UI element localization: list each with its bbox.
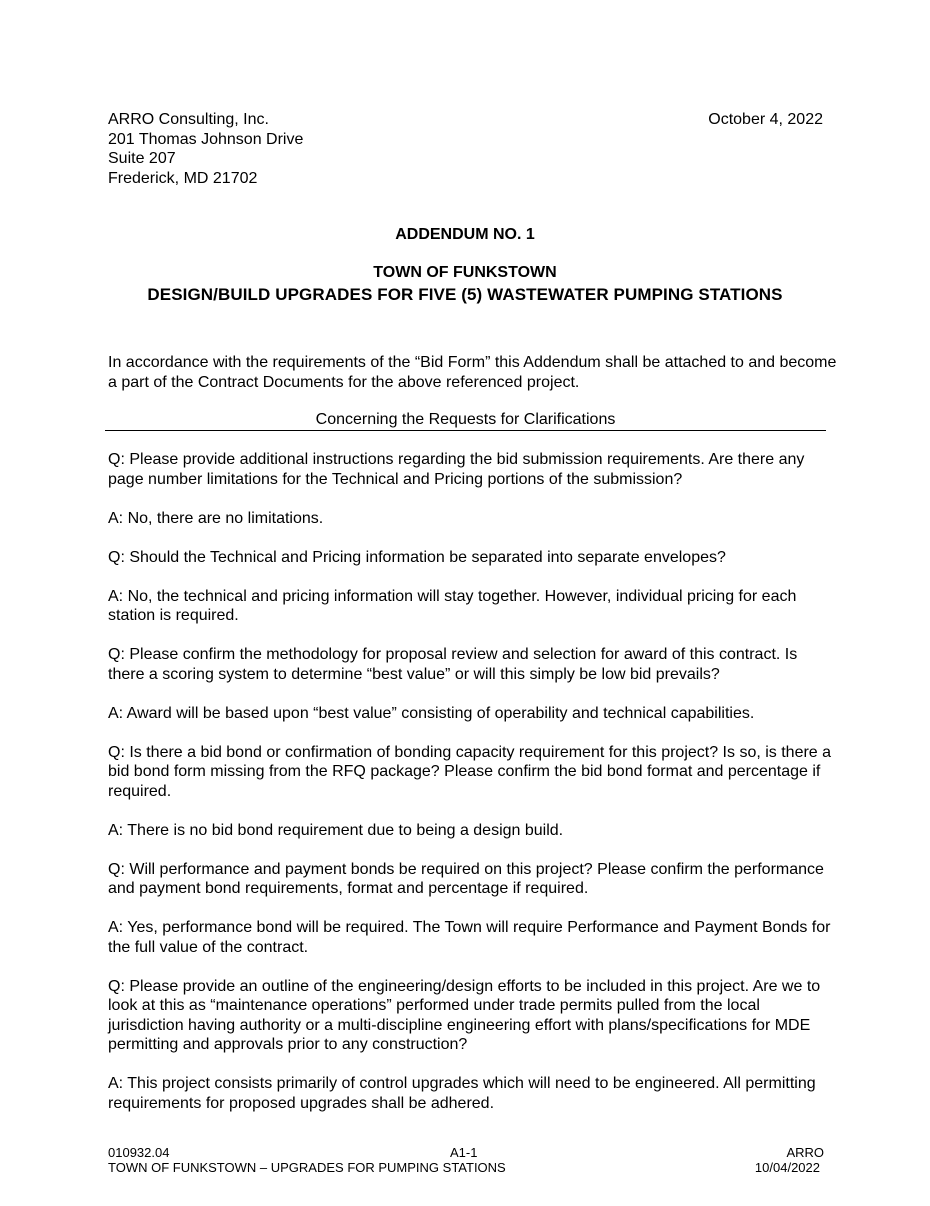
project-title: DESIGN/BUILD UPGRADES FOR FIVE (5) WASTEWATER PUMPING STATIONS	[147, 285, 783, 304]
qa-question: Q: Will performance and payment bonds be required on this project? Please confirm the performance and payment bond requirements, format and percentage if required.	[108, 860, 824, 897]
qa-question: Q: Is there a bid bond or confirmation of bonding capacity requirement for this project? Is so, is there a bid bond form missing from the RFQ package? Please confirm the bid bond format and percentage if required.	[108, 743, 832, 800]
qa-answer: A: Yes, performance bond will be required. The Town will require Performance and Payment Bonds for the full value of the contract.	[108, 919, 831, 956]
sender-city-line: Frederick, MD 21702	[108, 169, 258, 187]
qa-question: Q: Please provide additional instructions regarding the bid submission requirements. Are there any page number limitations for the Technical and Pricing portions of the submission?	[108, 451, 805, 488]
footer-project-number: 010932.04	[108, 1145, 170, 1160]
footer-date: 10/04/2022	[754, 1160, 820, 1175]
section-heading: Concerning the Requests for Clarifications	[105, 411, 826, 431]
sender-address-line-1: 201 Thomas Johnson Drive	[108, 130, 304, 148]
qa-list	[108, 450, 838, 1133]
qa-question: Q: Should the Technical and Pricing information be separated into separate envelopes?	[108, 548, 726, 566]
qa-question: Q: Please provide an outline of the engineering/design efforts to be included in this project. Are we to look at this as “maintenance operations” performed under trade permits pulled from the local jurisdiction having authority or a multi-discipline engineering effort with plans/specifications for MDE permitting and approvals prior to any construction?	[108, 977, 821, 1053]
qa-answer: A: This project consists primarily of control upgrades which will need to be engineered. All permitting requirements for proposed upgrades shall be adhered.	[108, 1075, 816, 1112]
qa-answer: A: There is no bid bond requirement due to being a design build.	[108, 821, 564, 839]
qa-answer: A: No, there are no limitations.	[108, 509, 324, 527]
footer-company: ARRO	[786, 1145, 824, 1160]
qa-question: Q: Please confirm the methodology for proposal review and selection for award of this contract. Is there a scoring system to determine “best value” or will this simply be low bid prevails?	[108, 646, 798, 683]
footer-project-title: TOWN OF FUNKSTOWN – UPGRADES FOR PUMPING STATIONS	[108, 1160, 506, 1175]
footer-page-number: A1-1	[450, 1145, 478, 1160]
sender-address-line-2: Suite 207	[108, 150, 176, 167]
intro-paragraph: In accordance with the requirements of the “Bid Form” this Addendum shall be attached to and become a part of the Contract Documents for the above referenced project.	[108, 354, 837, 391]
letter-date: October 4, 2022	[708, 111, 823, 128]
sender-address-block	[108, 110, 303, 188]
addendum-title: ADDENDUM NO. 1	[395, 226, 535, 243]
town-title: TOWN OF FUNKSTOWN	[373, 264, 557, 281]
sender-name: ARRO Consulting, Inc.	[108, 111, 269, 128]
qa-answer: A: No, the technical and pricing information will stay together. However, individual pricing for each station is required.	[108, 587, 797, 624]
qa-answer: A: Award will be based upon “best value” consisting of operability and technical capabilities.	[108, 704, 755, 722]
